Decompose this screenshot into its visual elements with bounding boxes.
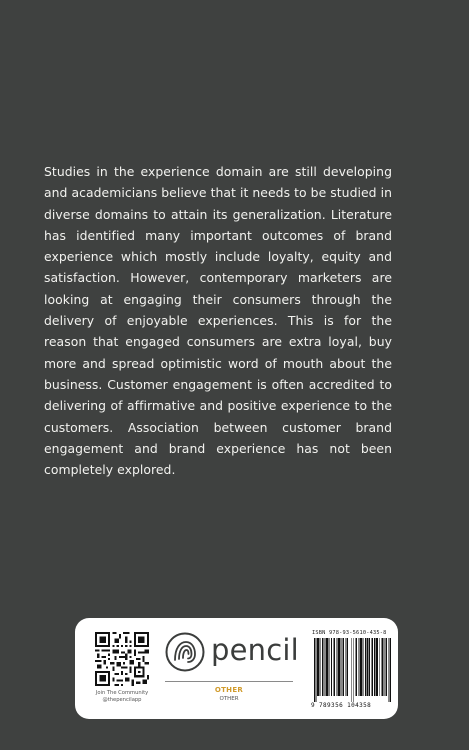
publisher-panel <box>75 618 398 719</box>
back-cover-blurb: Studies in the experience domain are still developing and academicians believe that it needs to be studied in diverse domains to attain its generalization. Literature has identified many important outcomes of brand experience which mostly include loyalty, equity and satisfaction. However, contemporary marketers are looking at engaging their consumers through the delivery of enjoyable experiences. This is for the reason that engaged consumers are extra loyal, buy more and spread optimistic word of mouth about the business. Customer engagement is often accredited to delivering of affirmative and positive experience to the customers. Association between customer brand engagement and brand experience has not been completely explored. <box>44 164 392 478</box>
isbn-label: ISBN 978-93-5610-435-8 <box>312 630 387 636</box>
qr-caption <box>81 690 163 704</box>
qr-caption-line1: Join The Community <box>95 690 149 696</box>
category-label: OTHER <box>214 686 244 694</box>
qr-code-icon <box>95 632 149 686</box>
pencil-logo-icon <box>165 632 205 672</box>
qr-caption-line2: @thepencilapp <box>102 697 142 703</box>
barcode-icon <box>314 638 391 702</box>
subcategory-label: OTHER <box>219 696 239 702</box>
divider <box>165 681 293 682</box>
publisher-name: pencil <box>211 633 299 667</box>
barcode-digits: 9 789356 104358 <box>311 702 372 709</box>
